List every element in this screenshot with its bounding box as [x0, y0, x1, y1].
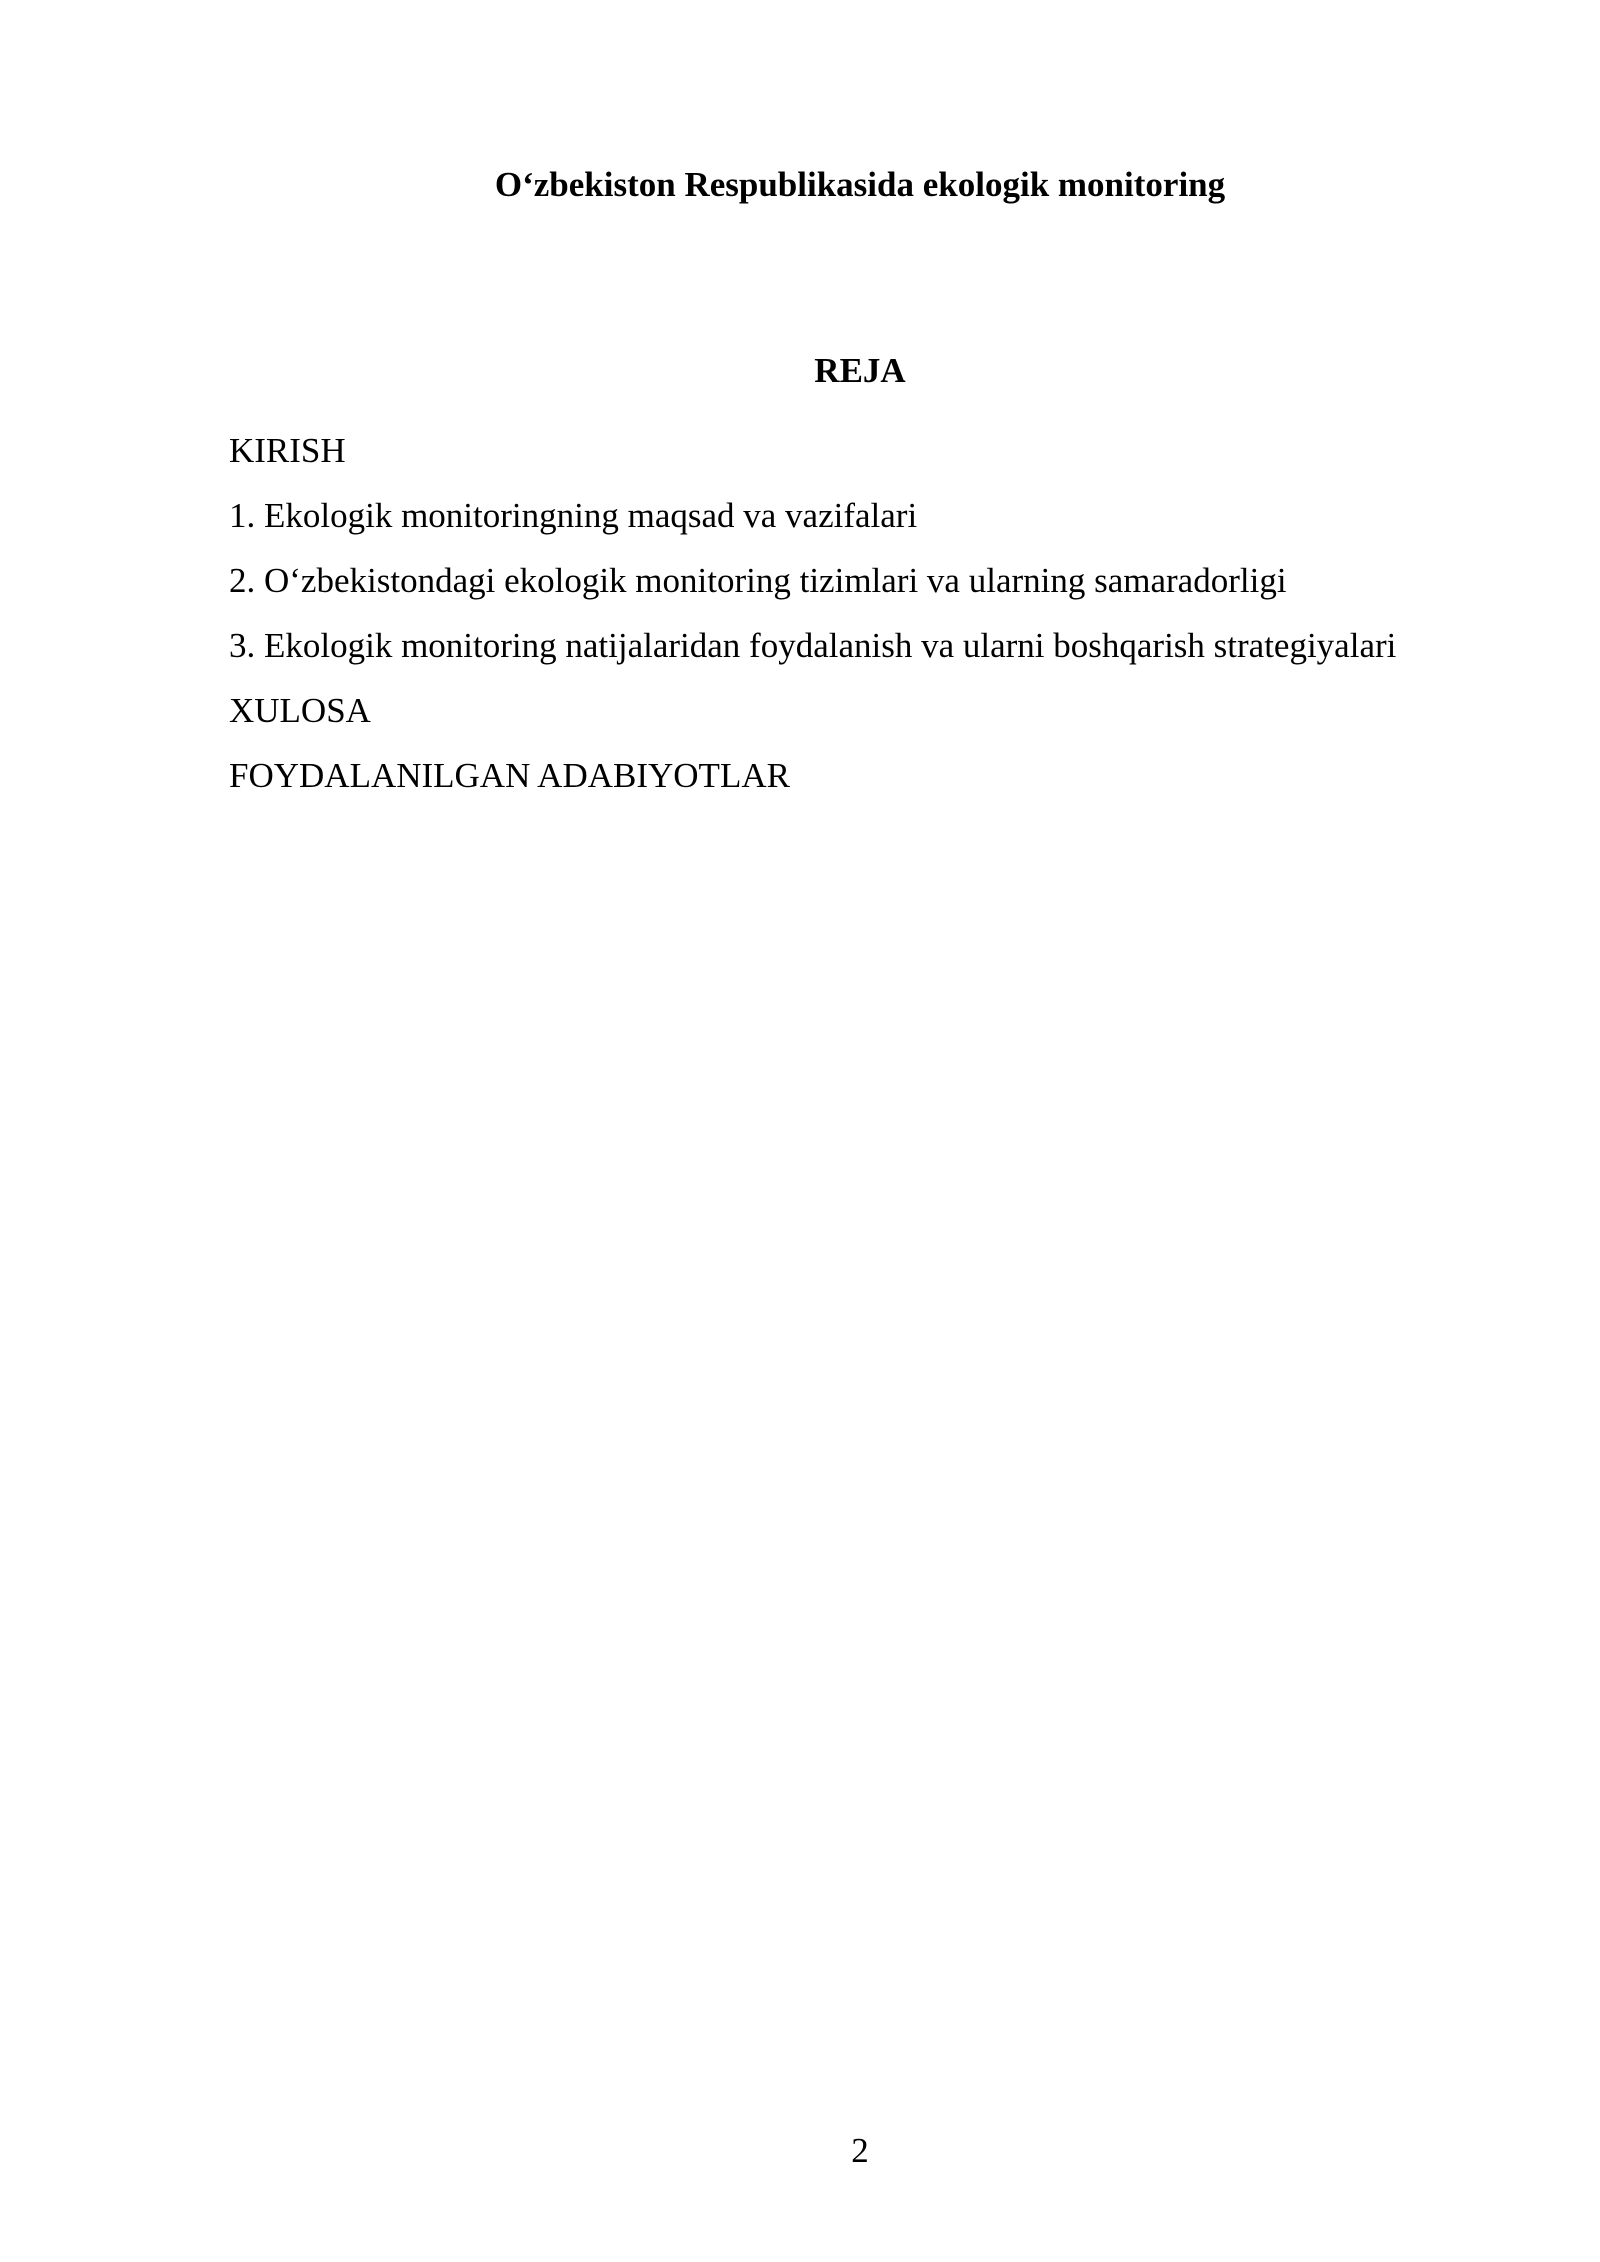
plan-item-3: 3. Ekologik monitoring natijalaridan foydalanish va ularni boshqarish strategiyalari	[229, 626, 1397, 665]
plan-item-references: FOYDALANILGAN ADABIYOTLAR	[229, 756, 790, 795]
plan-item-1: 1. Ekologik monitoringning maqsad va vazifalari	[229, 496, 918, 535]
plan-item-conclusion: XULOSA	[229, 691, 371, 730]
plan-item-2: 2. O‘zbekistondagi ekologik monitoring tizimlari va ularning samaradorligi	[229, 561, 1287, 600]
plan-item-introduction: KIRISH	[229, 431, 346, 470]
page-number: 2	[851, 2131, 869, 2170]
plan-heading: REJA	[814, 351, 906, 390]
plan-list	[229, 418, 1549, 808]
document-title: O‘zbekiston Respublikasida ekologik monitoring	[494, 165, 1226, 204]
